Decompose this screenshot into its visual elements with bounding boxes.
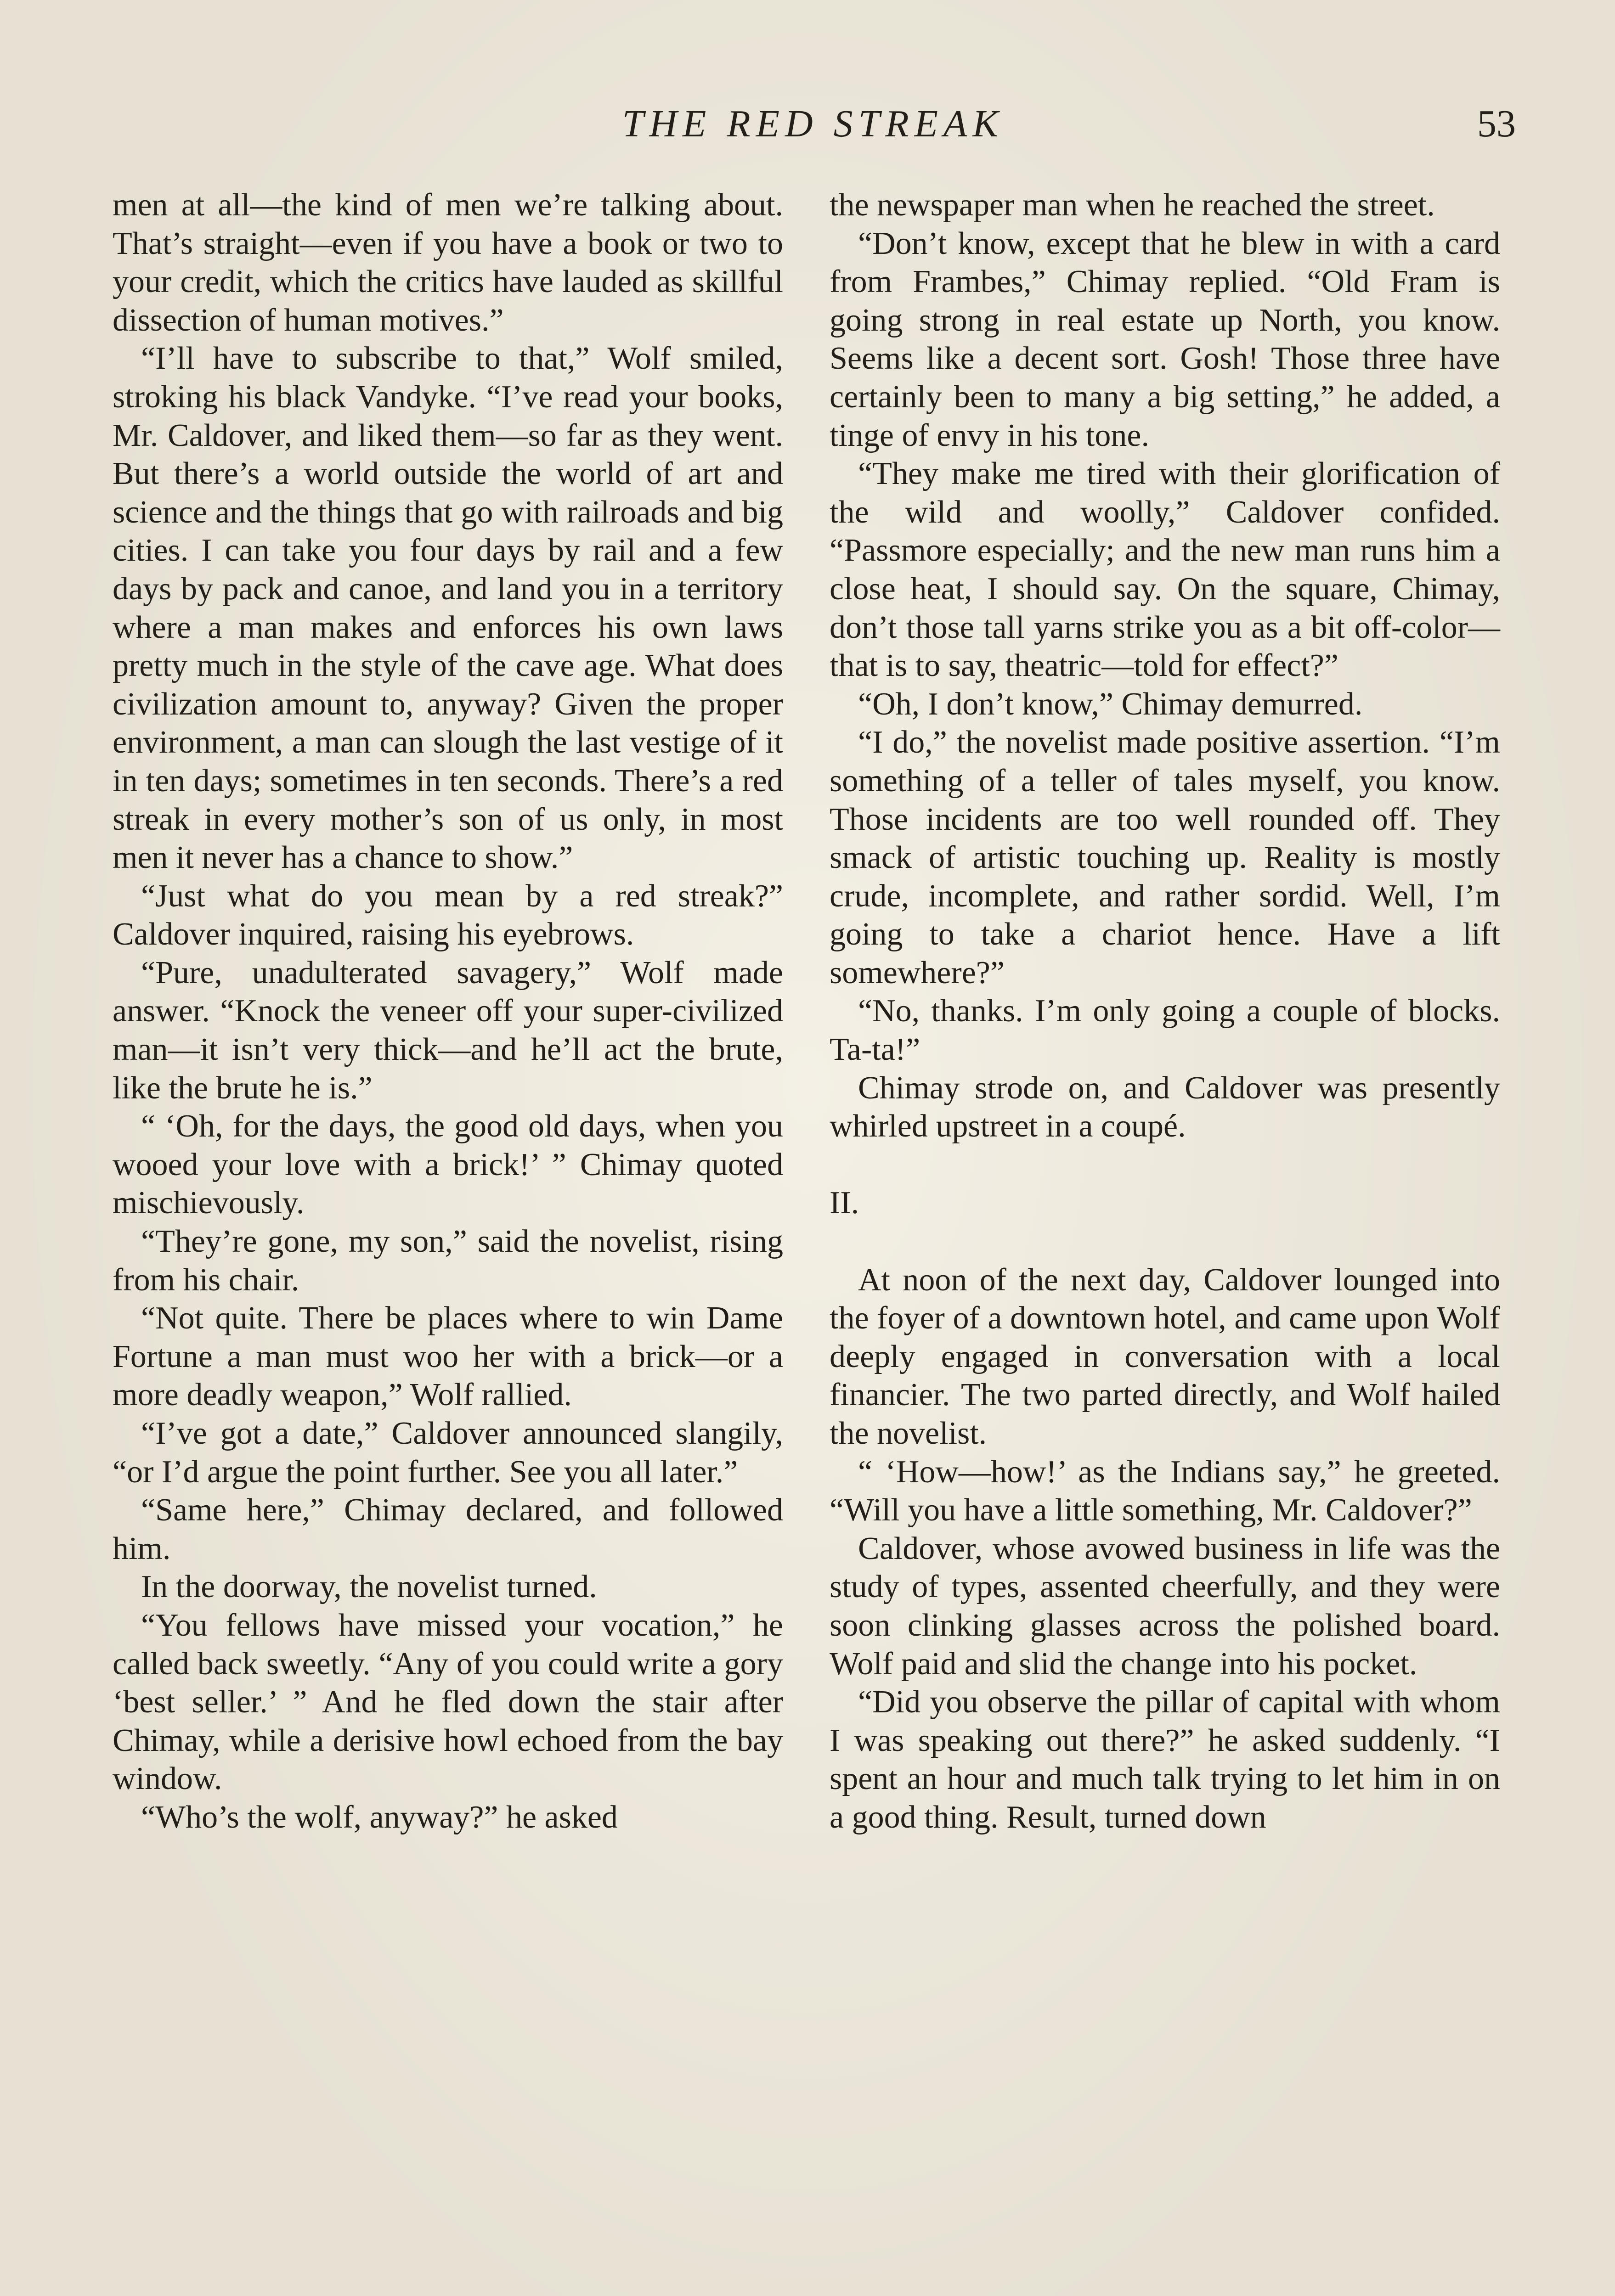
paragraph: “I do,” the novelist made positive assertion. “I’m something of a teller of tales myself, you know. Those incidents are too well rounded off. They smack of artistic touching up. Reality is mostly crude, incomplete, and rather sordid. Well, I’m going to take a chariot hence. Have a lift somewhere?” — [830, 725, 1500, 990]
paragraph: “Did you observe the pillar of capital with whom I was speaking out there?” he asked suddenly. “I spent an hour and much talk trying to let him in on a good thing. Result, turned down — [830, 1684, 1500, 1835]
paragraph: “Just what do you mean by a red streak?” Caldover inquired, raising his eyebrows. — [113, 878, 783, 952]
paragraph: “Who’s the wolf, anyway?” he asked — [141, 1799, 618, 1835]
right-column — [830, 186, 1500, 1837]
paragraph: Caldover, whose avowed business in life was the study of types, assented cheerfully, and they were soon clinking glasses across the polished board. Wolf paid and slid the change into his pocket. — [830, 1531, 1500, 1682]
paragraph: “I’ve got a date,” Caldover announced slangily, “or I’d argue the point further. See you all later.” — [113, 1416, 783, 1490]
paragraph: “Not quite. There be places where to win Dame Fortune a man must woo her with a brick—or a more deadly weapon,” Wolf rallied. — [113, 1300, 783, 1413]
paragraph: “They make me tired with their glorification of the wild and woolly,” Caldover confided. “Passmore especially; and the new man runs him a close heat, I should say. On the square, Chimay, don’t those tall yarns strike you as a bit off-color—that is to say, theatric—told for effect?” — [830, 456, 1500, 684]
running-title: THE RED STREAK — [622, 102, 1004, 145]
section-spacer — [830, 1146, 1500, 1184]
paragraph: “ ‘How—how!’ as the Indians say,” he greeted. “Will you have a little something, Mr. Caldover?” — [830, 1454, 1500, 1528]
paragraph: men at all—the kind of men we’re talking about. That’s straight—even if you have a book or two to your credit, which the critics have lauded as skillful dissection of human motives.” — [113, 187, 783, 338]
paragraph: At noon of the next day, Caldover lounged into the foyer of a downtown hotel, and came upon Wolf deeply engaged in conversation with a local financier. The two parted directly, and Wolf hailed the novelist. — [830, 1262, 1500, 1451]
paragraph: In the doorway, the novelist turned. — [141, 1569, 597, 1605]
paragraph: “I’ll have to subscribe to that,” Wolf smiled, stroking his black Vandyke. “I’ve read your books, Mr. Caldover, and liked them—so far as they went. But there’s a world outside the world of art and science and the things that go with railroads and big cities. I can take you four days by rail and a few days by pack and canoe, and land you in a territory where a man makes and enforces his own laws pretty much in the style of the cave age. What does civilization amount to, anyway? Given the proper environment, a man can slough the last vestige of it in ten days; sometimes in ten seconds. There’s a red streak in every mother’s son of us only, in most men it never has a chance to show.” — [113, 341, 783, 876]
page-number: 53 — [1477, 102, 1516, 145]
page-header — [110, 99, 1516, 149]
paragraph: Chimay strode on, and Caldover was presently whirled upstreet in a coupé. — [830, 1070, 1500, 1144]
paragraph: “Don’t know, except that he blew in with a card from Frambes,” Chimay replied. “Old Fram is going strong in real estate up North, you know. Seems like a decent sort. Gosh! Those three have certainly been to many a big setting,” he added, a tinge of envy in his tone. — [830, 225, 1500, 453]
paragraph: the newspaper man when he reached the street. — [830, 187, 1435, 223]
paragraph: “Oh, I don’t know,” Chimay demurred. — [858, 686, 1363, 722]
paragraph: “They’re gone, my son,” said the novelist, rising from his chair. — [113, 1224, 783, 1298]
left-column — [113, 186, 783, 1837]
paragraph: “Same here,” Chimay declared, and followed him. — [113, 1492, 783, 1566]
paragraph: “Pure, unadulterated savagery,” Wolf made answer. “Knock the veneer off your super-civilized man—it isn’t very thick—and he’ll act the brute, like the brute he is.” — [113, 955, 783, 1106]
paragraph: “You fellows have missed your vocation,” he called back sweetly. “Any of you could write a gory ‘best seller.’ ” And he fled down the stair after Chimay, while a derisive howl echoed from the bay window. — [113, 1607, 783, 1797]
section-heading: II. — [830, 1185, 859, 1221]
section-spacer — [830, 1222, 1500, 1261]
paragraph: “No, thanks. I’m only going a couple of blocks. Ta-ta!” — [830, 993, 1500, 1068]
paragraph: “ ‘Oh, for the days, the good old days, when you wooed your love with a brick!’ ” Chimay quoted mischievously. — [113, 1109, 783, 1221]
